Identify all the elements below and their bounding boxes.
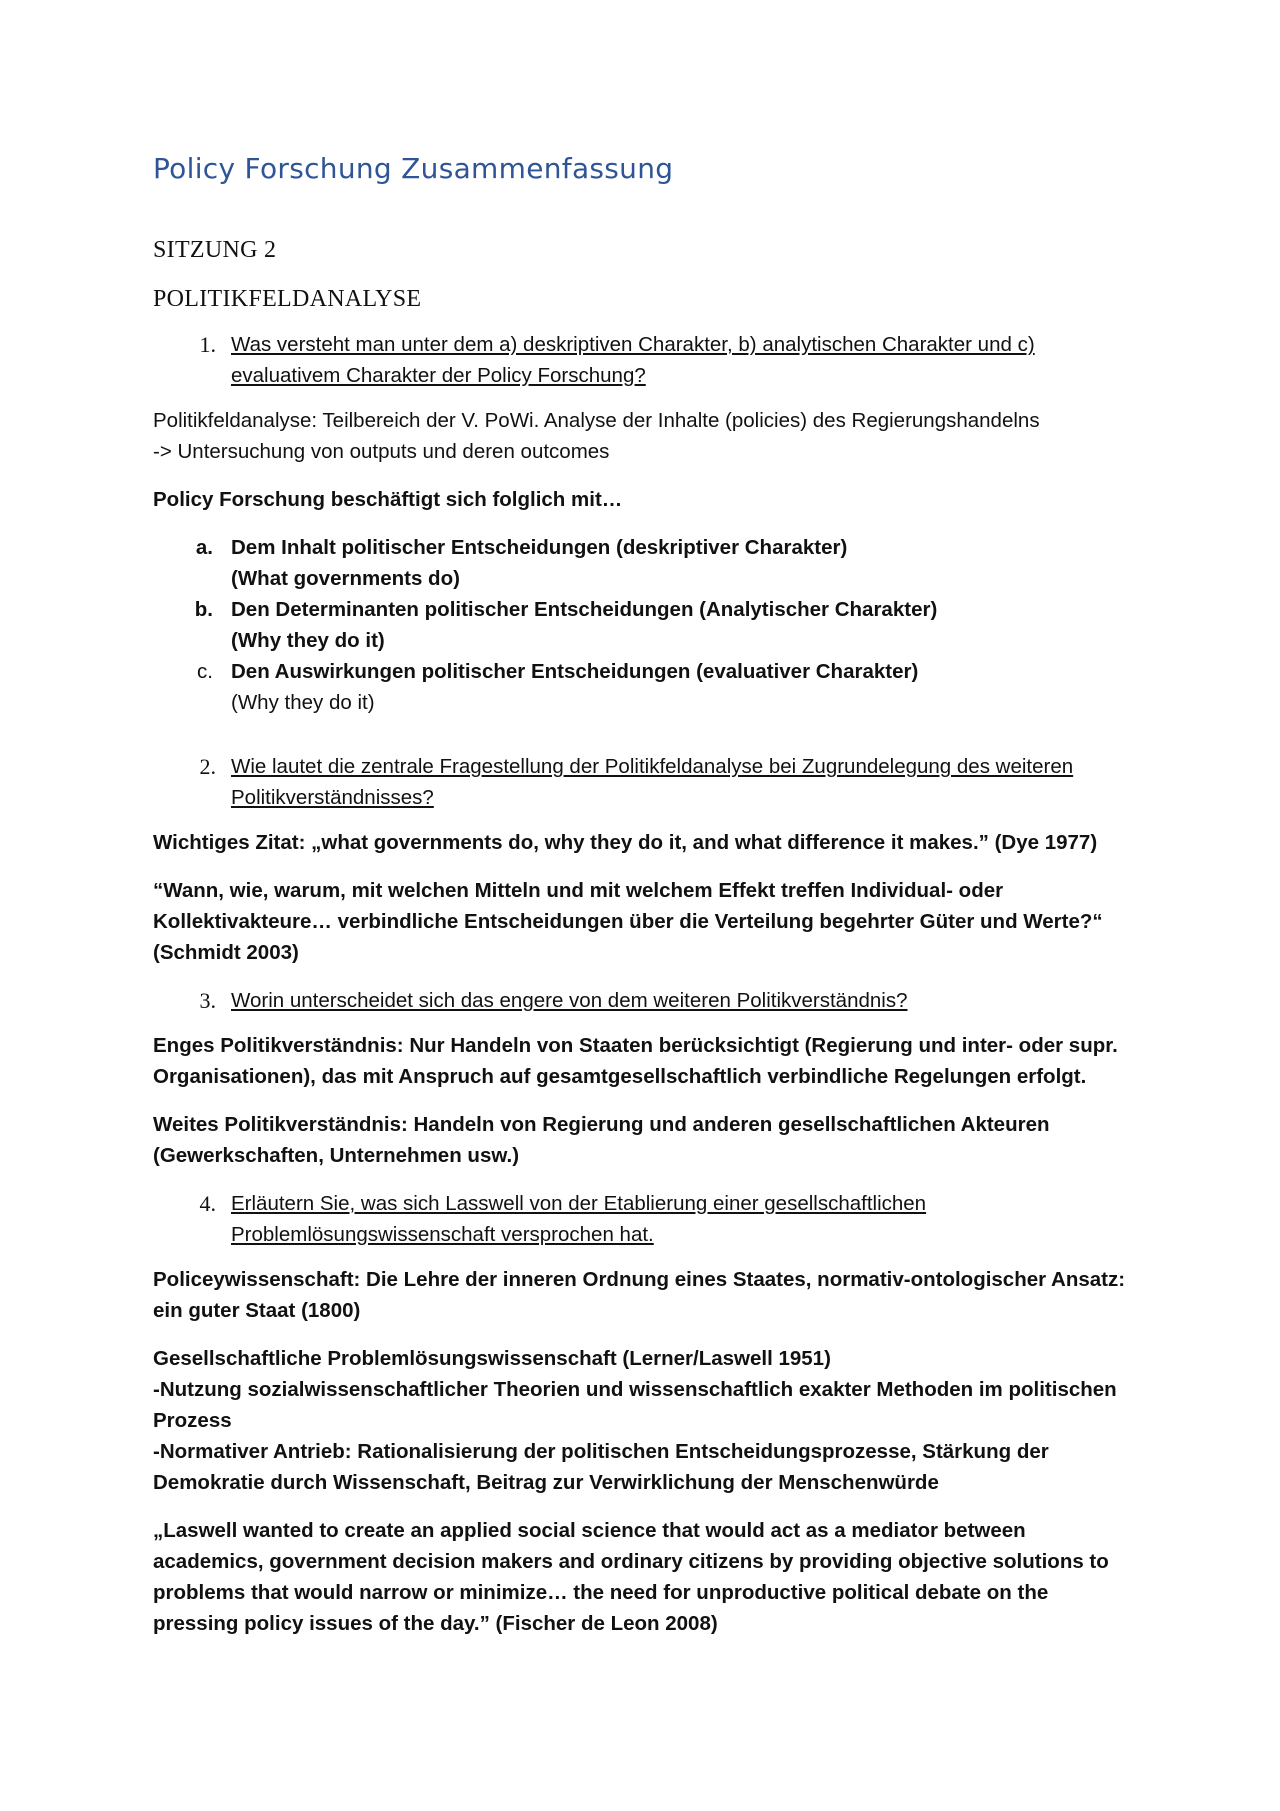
paragraph-line: -Normativer Antrieb: Rationalisierung der politischen Entscheidungsprozesse, Stärkung der Demokratie durch Wissenschaft, Beitrag zur Verwirklichung der Menschenwürde [153, 1440, 1049, 1494]
list-item-line: (Why they do it) [231, 691, 375, 714]
question-text: Erläutern Sie, was sich Lasswell von der Etablierung einer gesellschaftlichen Problemlösungswissenschaft versprochen hat. [231, 1192, 927, 1246]
question-1 [153, 329, 1130, 391]
question-number: 2. [199, 754, 216, 779]
paragraph-dye-quote: Wichtiges Zitat: „what governments do, why they do it, and what difference it makes.” (Dye 1977) [153, 831, 1098, 854]
paragraph-laswell-quote: „Laswell wanted to create an applied social science that would act as a mediator between academics, government decision makers and ordinary citizens by providing objective solutions to problems that would narrow or minimize… the need for unproductive political debate on the pressing policy issues of the day.” (Fischer de Leon 2008) [153, 1519, 1109, 1635]
question-2 [153, 751, 1130, 813]
question-number: 4. [199, 1191, 216, 1216]
paragraph-schmidt-quote: “Wann, wie, warum, mit welchen Mitteln und mit welchem Effekt treffen Individual- oder Kollektivakteure… verbindliche Entscheidungen über die Verteilung begehrter Güter und Werte?“ (Schmidt 2003) [153, 879, 1103, 964]
question-3 [153, 985, 1130, 1016]
document-title: Policy Forschung Zusammenfassung [153, 152, 674, 185]
paragraph-weites-verstaendnis: Weites Politikverständnis: Handeln von Regierung und anderen gesellschaftlichen Akteuren (Gewerkschaften, Unternehmen usw.) [153, 1113, 1050, 1167]
section-heading: POLITIKFELDANALYSE [153, 286, 422, 312]
paragraph-intro-list: Policy Forschung beschäftigt sich folglich mit… [153, 488, 623, 511]
list-item-line: (Why they do it) [231, 629, 385, 652]
paragraph-politikfeldanalyse [153, 405, 1130, 467]
list-item-line: Den Auswirkungen politischer Entscheidungen (evaluativer Charakter) [231, 660, 919, 683]
paragraph-problemloesung [153, 1343, 1130, 1498]
paragraph-line: Gesellschaftliche Problemlösungswissenschaft (Lerner/Laswell 1951) [153, 1347, 831, 1370]
paragraph-policeywissenschaft: Policeywissenschaft: Die Lehre der inneren Ordnung eines Staates, normativ-ontologischer Ansatz: ein guter Staat (1800) [153, 1268, 1126, 1322]
paragraph-enges-verstaendnis: Enges Politikverständnis: Nur Handeln von Staaten berücksichtigt (Regierung und inter- oder supr. Organisationen), das mit Anspruch auf gesamtgesellschaftlich verbindliche Regelungen erfolgt. [153, 1034, 1118, 1088]
list-marker: b. [194, 598, 213, 621]
question-text: Worin unterscheidet sich das engere von dem weiteren Politikverständnis? [231, 989, 908, 1012]
session-heading: SITZUNG 2 [153, 237, 277, 263]
paragraph-line: Politikfeldanalyse: Teilbereich der V. PoWi. Analyse der Inhalte (policies) des Regierungshandelns [153, 409, 1040, 432]
list-item-line: Dem Inhalt politischer Entscheidungen (deskriptiver Charakter) [231, 536, 848, 559]
question-text: Was versteht man unter dem a) deskriptiven Charakter, b) analytischen Charakter und c) evaluativem Charakter der Policy Forschung? [231, 333, 1035, 387]
character-list [153, 532, 1130, 718]
list-item-line: (What governments do) [231, 567, 460, 590]
question-text: Wie lautet die zentrale Fragestellung der Politikfeldanalyse bei Zugrundelegung des weiteren Politikverständnisses? [231, 755, 1074, 809]
list-item-line: Den Determinanten politischer Entscheidungen (Analytischer Charakter) [231, 598, 938, 621]
list-item [153, 532, 1130, 594]
paragraph-line: -> Untersuchung von outputs und deren outcomes [153, 440, 610, 463]
list-item [153, 656, 1130, 718]
question-4 [153, 1188, 1130, 1250]
question-number: 3. [199, 988, 216, 1013]
question-number: 1. [199, 332, 216, 357]
list-marker: a. [195, 536, 213, 559]
paragraph-line: -Nutzung sozialwissenschaftlicher Theorien und wissenschaftlich exakter Methoden im politischen Prozess [153, 1378, 1117, 1432]
list-item [153, 594, 1130, 656]
list-marker: c. [197, 660, 213, 683]
